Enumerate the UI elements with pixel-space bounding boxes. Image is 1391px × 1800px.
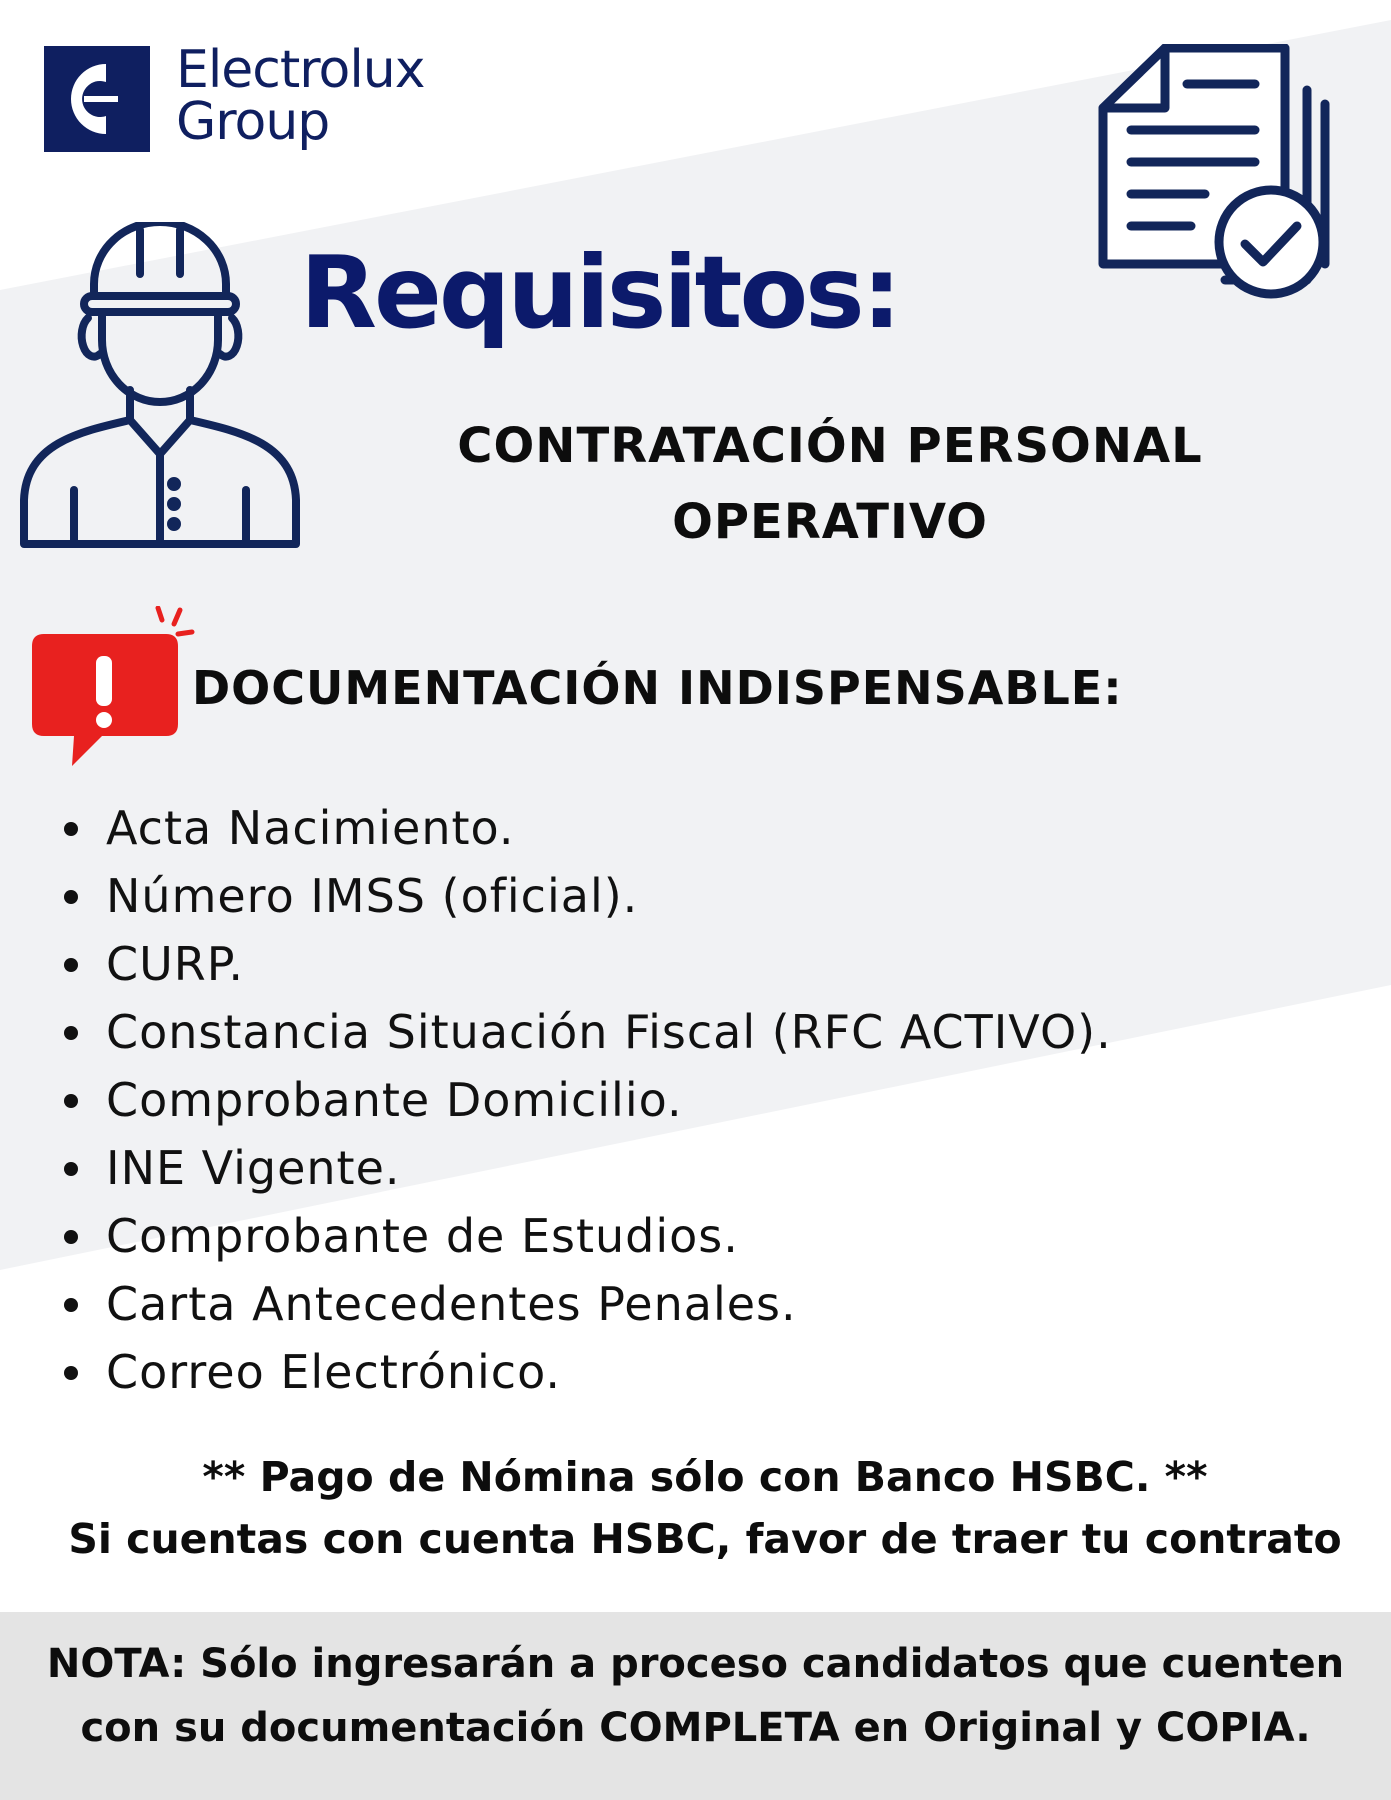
document-list [50,794,1112,1406]
subtitle-line1: CONTRATACIÓN PERSONAL [457,418,1203,474]
construction-worker-icon [18,222,302,550]
list-item [50,1202,1112,1270]
alert-exclamation-icon [28,606,196,770]
list-item-label: CURP. [106,937,244,991]
list-item [50,1270,1112,1338]
electrolux-logo-icon [44,46,150,152]
list-item [50,862,1112,930]
brand-name [176,40,425,152]
bullet-icon [64,958,78,972]
payment-notice [40,1446,1370,1570]
bullet-icon [64,1366,78,1380]
payment-line1: ** Pago de Nómina sólo con Banco HSBC. ** [202,1453,1208,1501]
list-item-label: Número IMSS (oficial). [106,869,639,923]
list-item [50,794,1112,862]
bullet-icon [64,1026,78,1040]
note-line1: NOTA: Sólo ingresarán a proceso candidatos que cuenten [46,1641,1345,1687]
list-item-label: Constancia Situación Fiscal (RFC ACTIVO). [106,1005,1112,1059]
list-item [50,1066,1112,1134]
list-item-label: INE Vigente. [106,1141,401,1195]
approved-document-icon [1095,44,1341,308]
brand-name-line1: Electrolux [176,40,425,100]
brand-name-line2: Group [176,92,330,152]
bullet-icon [64,1162,78,1176]
note-line2: con su documentación COMPLETA en Original y COPIA. [80,1705,1311,1751]
list-item [50,998,1112,1066]
list-item [50,1338,1112,1406]
section-heading: DOCUMENTACIÓN INDISPENSABLE: [192,661,1123,715]
bullet-icon [64,822,78,836]
list-item [50,930,1112,998]
list-item-label: Correo Electrónico. [106,1345,562,1399]
list-item-label: Acta Nacimiento. [106,801,515,855]
page-subtitle [420,408,1240,560]
list-item-label: Comprobante Domicilio. [106,1073,683,1127]
subtitle-line2: OPERATIVO [672,494,988,550]
bullet-icon [64,1298,78,1312]
bullet-icon [64,1094,78,1108]
note-text [0,1632,1391,1760]
list-item-label: Carta Antecedentes Penales. [106,1277,797,1331]
bullet-icon [64,890,78,904]
bullet-icon [64,1230,78,1244]
page-title: Requisitos: [300,234,899,351]
list-item-label: Comprobante de Estudios. [106,1209,739,1263]
payment-line2: Si cuentas con cuenta HSBC, favor de traer tu contrato [68,1515,1342,1563]
list-item [50,1134,1112,1202]
